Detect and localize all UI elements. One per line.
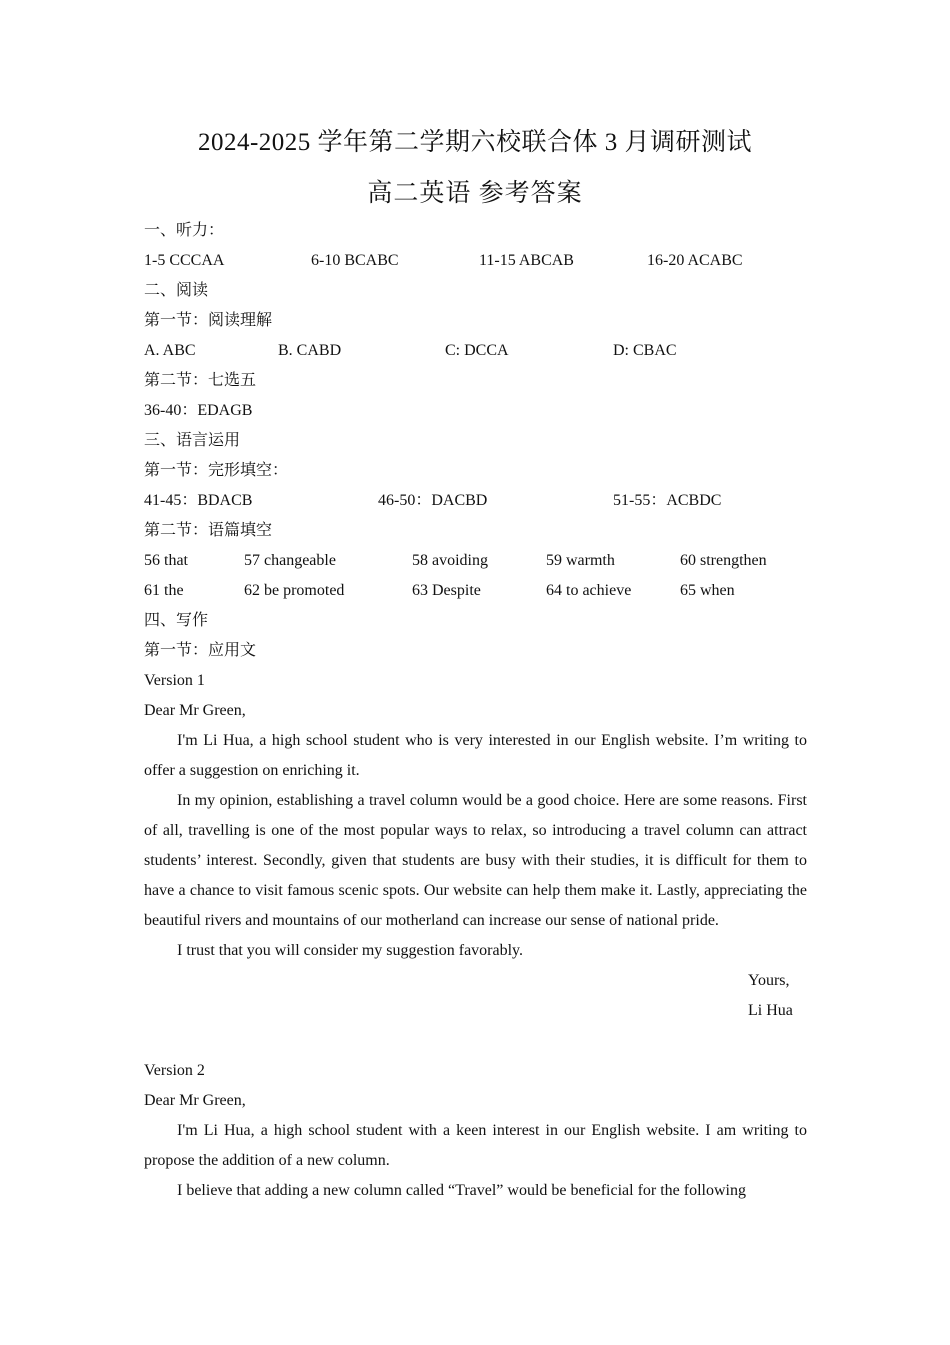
reading-heading: 二、阅读: [144, 282, 209, 299]
reading-section2-answer: 36-40：EDAGB: [144, 402, 253, 419]
version2-greeting: Dear Mr Green,: [144, 1092, 246, 1109]
writing-section1-heading: 第一节：应用文: [144, 642, 257, 659]
listening-heading: 一、听力：: [144, 222, 225, 239]
listening-answer-4: 16-20 ACABC: [647, 252, 743, 269]
reading-answer-d: D: CBAC: [613, 342, 677, 359]
reading-answer-c: C: DCCA: [445, 342, 509, 359]
grammar-answer-60: 60 strengthen: [680, 552, 767, 569]
grammar-answer-65: 65 when: [680, 582, 735, 599]
version2-paragraph-1: I'm Li Hua, a high school student with a keen interest in our English website. I am writing to propose the addition of a new column.: [144, 1122, 807, 1169]
grammar-answer-62: 62 be promoted: [244, 582, 345, 599]
answer-content: [144, 216, 807, 1206]
document-subtitle: 高二英语 参考答案: [367, 180, 583, 207]
reading-answers: [144, 336, 807, 366]
version1-paragraph-3: I trust that you will consider my suggestion favorably.: [177, 942, 524, 959]
listening-answers: [144, 246, 807, 276]
grammar-answer-56: 56 that: [144, 552, 188, 569]
cloze-answer-1: 41-45：BDACB: [144, 492, 253, 509]
language-heading: 三、语言运用: [144, 432, 241, 449]
listening-answer-3: 11-15 ABCAB: [479, 252, 574, 269]
document-title: 2024-2025 学年第二学期六校联合体 3 月调研测试: [197, 129, 753, 156]
cloze-heading: 第一节：完形填空：: [144, 462, 289, 479]
reading-answer-a: A. ABC: [144, 342, 196, 359]
version2-paragraph-2: I believe that adding a new column called “Travel” would be beneficial for the following: [177, 1182, 746, 1199]
grammar-answer-57: 57 changeable: [244, 552, 336, 569]
reading-section2-heading: 第二节：七选五: [144, 372, 257, 389]
grammar-answer-58: 58 avoiding: [412, 552, 488, 569]
grammar-fill-row-1: [144, 546, 807, 576]
grammar-answer-64: 64 to achieve: [546, 582, 632, 599]
version1-paragraph-2: In my opinion, establishing a travel column would be a good choice. Here are some reasons. First of all, travelling is one of the most popular ways to relax, so introducing a travel column can attract students’ interest. Secondly, given that students are busy with their studies, it is difficult for them to have a chance to visit famous scenic spots. Our website can help them make it. Lastly, appreciating the beautiful rivers and mountains of our motherland can increase our sense of national pride.: [144, 792, 807, 929]
reading-section1-heading: 第一节：阅读理解: [144, 312, 273, 329]
cloze-answer-2: 46-50：DACBD: [378, 492, 488, 509]
version1-label: Version 1: [144, 672, 205, 689]
version1-greeting: Dear Mr Green,: [144, 702, 246, 719]
version2-label: Version 2: [144, 1062, 205, 1079]
version1-closing: Yours,: [748, 972, 790, 989]
listening-answer-2: 6-10 BCABC: [311, 252, 399, 269]
grammar-answer-59: 59 warmth: [546, 552, 615, 569]
grammar-answer-63: 63 Despite: [412, 582, 481, 599]
spacer: [144, 1026, 807, 1056]
version1-paragraph-1: I'm Li Hua, a high school student who is very interested in our English website. I’m writing to offer a suggestion on enriching it.: [144, 732, 807, 779]
listening-answer-1: 1-5 CCCAA: [144, 252, 225, 269]
grammar-fill-heading: 第二节：语篇填空: [144, 522, 273, 539]
writing-heading: 四、写作: [144, 612, 209, 629]
grammar-fill-row-2: [144, 576, 807, 606]
version1-signature: Li Hua: [748, 1002, 793, 1019]
reading-answer-b: B. CABD: [278, 342, 342, 359]
cloze-answer-3: 51-55：ACBDC: [613, 492, 722, 509]
cloze-answers: [144, 486, 807, 516]
grammar-answer-61: 61 the: [144, 582, 184, 599]
